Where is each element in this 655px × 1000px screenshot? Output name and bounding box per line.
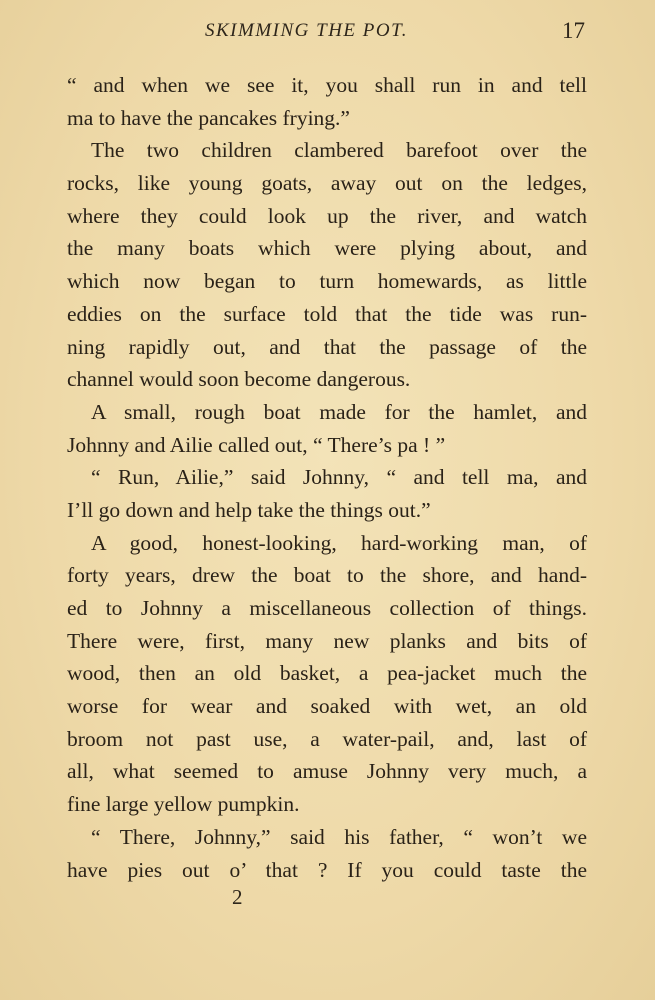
text-line: all, what seemed to amuse Johnny very much, a xyxy=(67,759,587,784)
text-line: ning rapidly out, and that the passage of the xyxy=(67,334,587,359)
text-line: A good, honest-looking, hard-working man, of xyxy=(91,530,587,555)
text-line: eddies on the surface told that the tide was run- xyxy=(67,301,587,326)
text-line: I’ll go down and help take the things out.” xyxy=(67,497,431,522)
text-line: Johnny and Ailie called out, “ There’s pa ! ” xyxy=(67,432,446,457)
text-line: There were, first, many new planks and bits of xyxy=(67,628,587,653)
text-line: “ and when we see it, you shall run in and tell xyxy=(67,73,587,97)
text-line: wood, then an old basket, a pea-jacket much the xyxy=(67,661,587,686)
text-line: broom not past use, a water-pail, and, last of xyxy=(67,726,587,751)
text-line: “ Run, Ailie,” said Johnny, “ and tell ma, and xyxy=(91,465,587,490)
text-line: channel would soon become dangerous. xyxy=(67,367,411,392)
text-line: “ There, Johnny,” said his father, “ won’t we xyxy=(91,824,587,849)
text-line: The two children clambered barefoot over the xyxy=(91,138,587,163)
text-line: ed to Johnny a miscellaneous collection of things. xyxy=(67,596,587,620)
text-line: A small, rough boat made for the hamlet, and xyxy=(91,399,587,424)
page-number: 17 xyxy=(562,18,585,43)
text-line: which now began to turn homewards, as little xyxy=(67,269,587,294)
body-text xyxy=(67,69,587,886)
text-line: where they could look up the river, and watch xyxy=(67,203,587,228)
signature-mark: 2 xyxy=(232,885,243,909)
text-line: worse for wear and soaked with wet, an old xyxy=(67,694,587,719)
text-line: rocks, like young goats, away out on the ledges, xyxy=(67,171,587,196)
text-line: the many boats which were plying about, and xyxy=(67,236,587,261)
text-line: fine large yellow pumpkin. xyxy=(67,792,300,817)
text-line: have pies out o’ that ? If you could taste the xyxy=(67,857,587,882)
text-line: ma to have the pancakes frying.” xyxy=(67,105,350,130)
text-line: forty years, drew the boat to the shore, and hand- xyxy=(67,563,587,588)
running-title: SKIMMING THE POT. xyxy=(205,20,409,41)
running-head xyxy=(0,18,655,48)
